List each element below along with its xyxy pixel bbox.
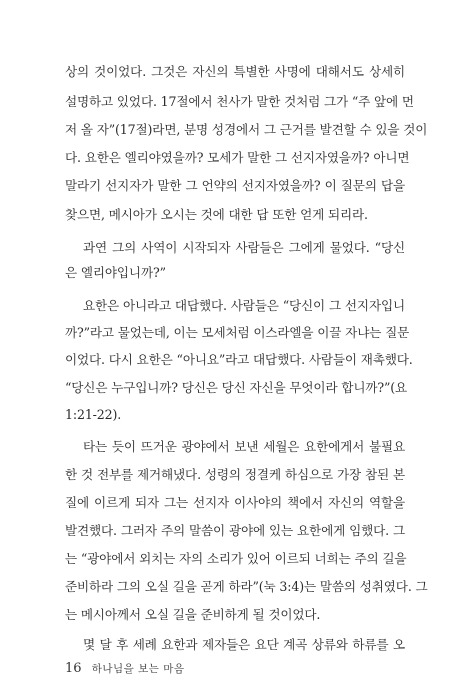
text-line: 발견했다. 그러자 주의 말씀이 광야에 있는 요한에게 임했다. 그 [65,523,405,538]
text-line: 1:21-22). [65,407,122,422]
text-line: 과연 그의 사역이 시작되자 사람들은 그에게 물었다. “당신 [83,240,405,255]
text-line: 준비하라 그의 오실 길을 곧게 하라”(눅 3:4)는 말씀의 성취였다. 그 [65,579,428,594]
text-line: 저 올 자”(17절)라면, 분명 성경에서 그 근거를 발견할 수 있을 것이 [65,122,428,137]
text-line: 찾으면, 메시아가 오시는 것에 대한 답 또한 얻게 되리라. [65,207,368,222]
text-line: 은 엘리야입니까?” [65,265,166,280]
book-title: 하나님을 보는 마음 [91,663,185,675]
text-line: 한 것 전부를 제거해냈다. 성령의 정결케 하심으로 가장 참된 본 [65,467,405,482]
text-line: 설명하고 있었다. 17절에서 천사가 말한 것처럼 그가 “주 앞에 먼 [65,94,414,109]
text-line: 타는 듯이 뜨거운 광야에서 보낸 세월은 요한에게서 불필요 [83,439,405,454]
text-line: 상의 것이었다. 그것은 자신의 특별한 사명에 대해서도 상세히 [65,64,405,79]
page-number: 16 [65,661,82,676]
text-line: 는 메시아께서 오실 길을 준비하게 될 것이었다. [65,607,321,622]
text-line: 이었다. 다시 요한은 “아니요”라고 대답했다. 사람들이 재촉했다. [65,352,413,367]
text-line: 다. 요한은 엘리야였을까? 모세가 말한 그 선지자였을까? 아니면 [65,150,410,165]
text-line: 는 “광야에서 외치는 자의 소리가 있어 이르되 너희는 주의 길을 [65,551,407,566]
text-line: 요한은 아니라고 대답했다. 사람들은 “당신이 그 선지자입니 [83,298,405,313]
text-line: 말라기 선지자가 말한 그 언약의 선지자였을까? 이 질문의 답을 [65,178,405,193]
text-line: 질에 이르게 되자 그는 선지자 이사야의 책에서 자신의 역할을 [65,495,405,510]
text-line: 몇 달 후 세례 요한과 제자들은 요단 계곡 상류와 하류를 오 [83,637,405,652]
page-footer [65,661,185,676]
text-line: “당신은 누구입니까? 당신은 당신 자신을 무엇이라 합니까?”(요 [65,380,408,395]
text-line: 까?”라고 물었는데, 이는 모세처럼 이스라엘을 이끌 자냐는 질문 [65,325,410,340]
